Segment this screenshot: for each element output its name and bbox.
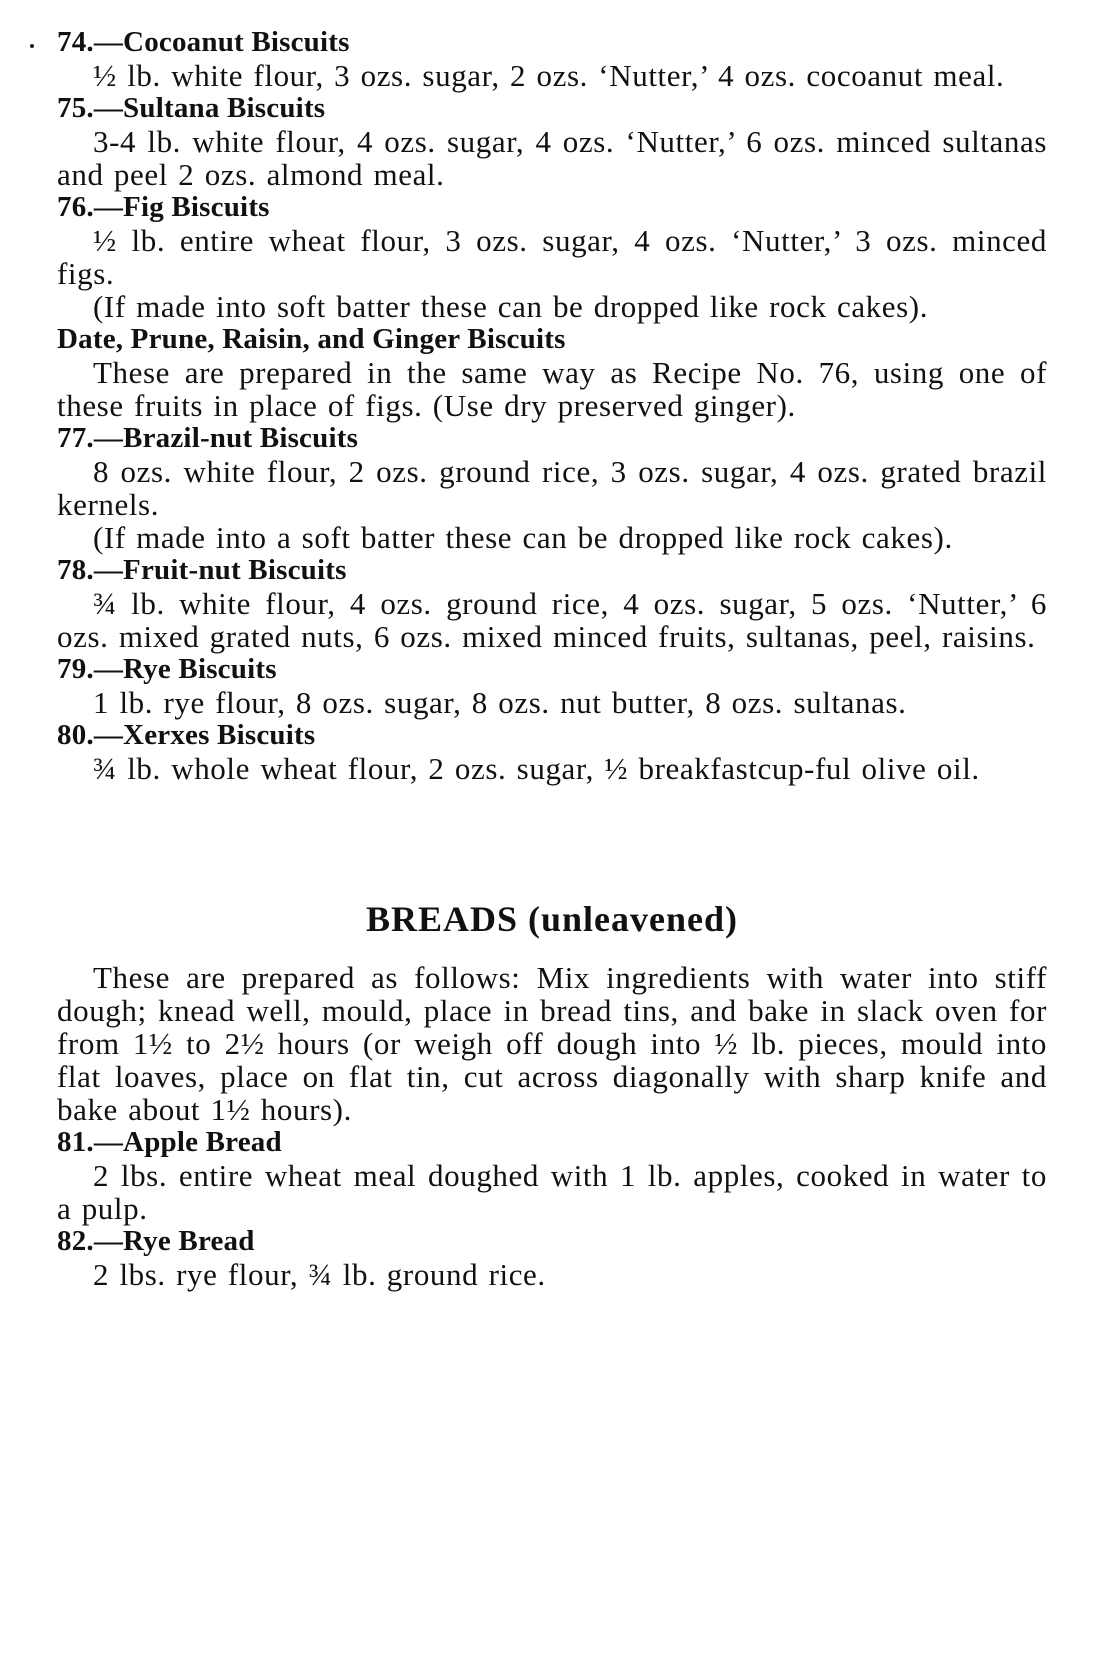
- recipe-ingredients: 2 lbs. rye flour, ¾ lb. ground rice.: [93, 1257, 546, 1292]
- recipe-title: 75.—Sultana Biscuits: [57, 92, 326, 124]
- recipe-74: [57, 26, 1047, 92]
- recipe-75: [57, 92, 1047, 191]
- recipe-80: [57, 719, 1047, 785]
- section-heading-breads: BREADS (unleavened): [365, 899, 739, 939]
- recipe-note: (If made into soft batter these can be dropped like rock cakes).: [93, 289, 929, 324]
- recipe-78: [57, 554, 1047, 653]
- recipe-81: [57, 1126, 1047, 1225]
- recipe-title: 76.—Fig Biscuits: [57, 191, 270, 223]
- recipe-79: [57, 653, 1047, 719]
- recipe-ingredients: 2 lbs. entire wheat meal doughed with 1 lb. apples, cooked in water to a pulp.: [57, 1158, 1047, 1226]
- recipe-title: 78.—Fruit-nut Biscuits: [57, 554, 347, 586]
- book-page: [57, 26, 1047, 1291]
- stray-print-mark: [30, 44, 34, 48]
- recipe-title: 80.—Xerxes Biscuits: [57, 719, 316, 751]
- recipe-82: [57, 1225, 1047, 1291]
- recipe-title: Date, Prune, Raisin, and Ginger Biscuits: [57, 323, 566, 355]
- recipe-note: (If made into a soft batter these can be dropped like rock cakes).: [93, 520, 953, 555]
- recipe-76: [57, 191, 1047, 323]
- recipe-ingredients: 1 lb. rye flour, 8 ozs. sugar, 8 ozs. nut butter, 8 ozs. sultanas.: [93, 685, 907, 720]
- recipe-ingredients: ½ lb. entire wheat flour, 3 ozs. sugar, 4 ozs. ‘Nutter,’ 3 ozs. minced figs.: [57, 223, 1047, 291]
- recipe-ingredients: 8 ozs. white flour, 2 ozs. ground rice, 3 ozs. sugar, 4 ozs. grated brazil kernels.: [57, 454, 1047, 522]
- recipe-ingredients: 3-4 lb. white flour, 4 ozs. sugar, 4 ozs. ‘Nutter,’ 6 ozs. minced sultanas and peel 2 ozs. almond meal.: [57, 124, 1047, 192]
- recipe-title: 79.—Rye Biscuits: [57, 653, 277, 685]
- recipe-title: 77.—Brazil-nut Biscuits: [57, 422, 359, 454]
- recipe-title: 82.—Rye Bread: [57, 1225, 255, 1257]
- recipe-title: 74.—Cocoanut Biscuits: [57, 26, 350, 58]
- section-spacer: [57, 785, 1047, 897]
- breads-intro: These are prepared as follows: Mix ingredients with water into stiff dough; knead well, mould, place in bread tins, and bake in slack oven for from 1½ to 2½ hours (or weigh off dough into ½ lb. pieces, mould into flat loaves, place on flat tin, cut across diagonally with sharp knife and bake about 1½ hours).: [57, 960, 1047, 1127]
- recipe-ingredients: ½ lb. white flour, 3 ozs. sugar, 2 ozs. ‘Nutter,’ 4 ozs. cocoanut meal.: [93, 58, 1005, 93]
- recipe-ingredients: ¾ lb. whole wheat flour, 2 ozs. sugar, ½ breakfastcup-ful olive oil.: [93, 751, 980, 786]
- recipe-title: 81.—Apple Bread: [57, 1126, 282, 1158]
- recipe-ingredients: These are prepared in the same way as Recipe No. 76, using one of these fruits in place of figs. (Use dry preserved ginger).: [57, 355, 1047, 423]
- recipe-ingredients: ¾ lb. white flour, 4 ozs. ground rice, 4 ozs. sugar, 5 ozs. ‘Nutter,’ 6 ozs. mixed grated nuts, 6 ozs. mixed minced fruits, sultanas, peel, raisins.: [57, 586, 1047, 654]
- recipe-date-prune-raisin-ginger: [57, 323, 1047, 422]
- recipe-77: [57, 422, 1047, 554]
